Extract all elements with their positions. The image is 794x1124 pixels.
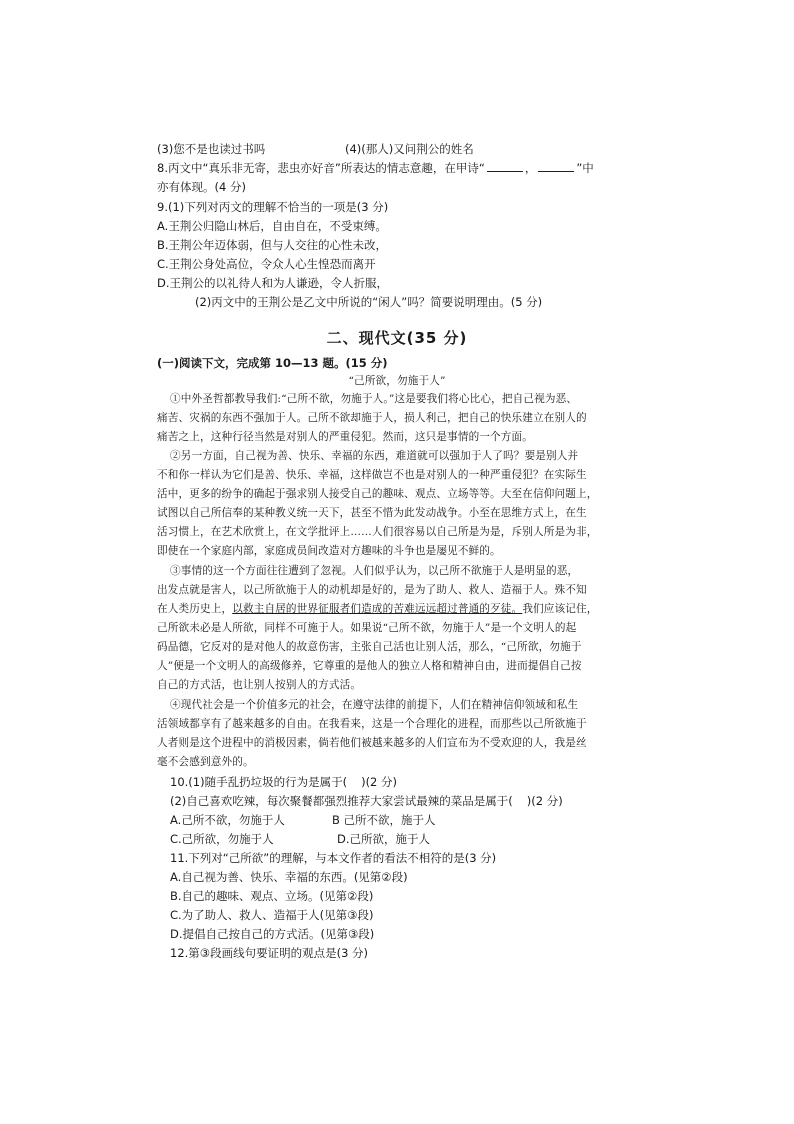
article-text: 我们应该记住， bbox=[522, 603, 598, 615]
article-line: 毫不会感到意外的。 bbox=[157, 756, 254, 768]
question-10-1-score: )(2 分) bbox=[361, 775, 398, 789]
question-9-part-2: (2)丙文中的王荆公是乙文中所说的“闲人”吗？简要说明理由。(5 分) bbox=[195, 295, 543, 309]
question-9-option-c: C.王荆公身处高位，令众人心生惶恐而离开 bbox=[157, 257, 376, 271]
question-9: 9.(1)下列对丙文的理解不恰当的一项是(3 分) bbox=[157, 200, 389, 214]
question-8-cont: 亦有体现。(4 分) bbox=[157, 180, 246, 194]
article-line: 活习惯上，在艺术欣赏上，在文学批评上……人们很容易以自己所是为是，斥别人所是为非， bbox=[157, 526, 598, 538]
article-text: 在人类历史上， bbox=[157, 603, 233, 615]
question-11-option-c: C.为了助人、救人、造福于人(见第③段) bbox=[170, 908, 374, 922]
question-10-option-b: B 己所不欲，施于人 bbox=[332, 813, 436, 827]
blank-2[interactable] bbox=[538, 159, 574, 172]
question-10-2 bbox=[170, 792, 563, 811]
article-line: 试图以自己所信奉的某种教义统一天下，甚至不惜为此发动战争。小至在思维方式上，在生 bbox=[157, 507, 587, 519]
question-9-option-b: B.王荆公年迈体弱，但与人交往的心性未改， bbox=[157, 238, 388, 252]
article-line: 出发点就是害人，以己所欲施于人的动机却是好的，是为了助人、救人、造福于人。殊不知 bbox=[157, 584, 587, 596]
question-12: 12.第③段画线句要证明的观点是(3 分) bbox=[170, 946, 369, 960]
article-line: 码品德，它反对的是对他人的故意伤害，主张自己活也让别人活，那么，“己所欲，勿施于 bbox=[157, 641, 582, 653]
question-10-2-score: )(2 分) bbox=[526, 794, 563, 808]
blank-1[interactable] bbox=[487, 159, 523, 172]
answer-line-3: (3)您不是也读过书吗 bbox=[157, 142, 266, 156]
question-9-option-a: A.王荆公归隐山林后，自由自在，不受束缚。 bbox=[157, 219, 387, 233]
article-line: ④现代社会是一个价值多元的社会，在遵守法律的前提下，人们在精神信仰领域和私生 bbox=[170, 699, 579, 711]
section-title: 二、现代文(35 分) bbox=[326, 329, 468, 347]
question-10-2-text: (2)自己喜欢吃辣，每次聚餐都强烈推荐大家尝试最辣的菜品是属于( bbox=[170, 794, 513, 808]
question-8 bbox=[157, 159, 594, 178]
article-line-underlined bbox=[157, 600, 598, 619]
question-8-text: 8.丙文中“真乐非无寄，悲虫亦好音”所表达的情志意趣，在甲诗“ bbox=[157, 161, 485, 175]
question-8-sep: ， bbox=[524, 161, 537, 175]
article-line: 活领域都享有了越来越多的自由。在我看来，这是一个合理化的进程，而那些以己所欲施于 bbox=[157, 718, 587, 730]
article-line: 不和你一样认为它们是善、快乐、幸福，这样做岂不也是对别人的一种严重侵犯？在实际生 bbox=[157, 469, 587, 481]
question-11-option-d: D.提倡自己按自己的方式活。(见第③段) bbox=[170, 927, 375, 941]
question-10-1-text: 10.(1)随手乱扔垃圾的行为是属于( bbox=[170, 775, 348, 789]
article-line: 活中，更多的纷争的确起于强求别人接受自己的趣味、观点、立场等等。大至在信仰问题上， bbox=[157, 488, 598, 500]
question-10-option-a: A.己所不欲，勿施于人 bbox=[170, 813, 285, 827]
question-10-option-c: C.己所欲，勿施于人 bbox=[170, 832, 274, 846]
article-line: 己所欲未必是人所欲，同样不可施于人。如果说“己所不欲，勿施于人”是一个文明人的起 bbox=[157, 622, 577, 634]
question-11: 11.下列对“己所欲”的理解，与本文作者的看法不相符的是(3 分) bbox=[170, 851, 497, 865]
question-10-1 bbox=[170, 773, 397, 792]
article-line: ②另一方面，自己视为善、快乐、幸福的东西，难道就可以强加于人了吗？要是别人并 bbox=[170, 450, 579, 462]
question-8-end: ”中 bbox=[576, 161, 594, 175]
article-line: ①中外圣哲都教导我们:“己所不欲，勿施于人。”这是要我们将心比心，把自己视为恶、 bbox=[170, 393, 578, 405]
article-line: 自己的方式活，也让别人按别人的方式活。 bbox=[157, 679, 362, 691]
article-line: 人者则是这个进程中的消极因素，倘若他们被越来越多的人们宣布为不受欢迎的人，我是丝 bbox=[157, 737, 587, 749]
article-line: 人”便是一个文明人的高级修养，它尊重的是他人的独立人格和精神自由，进而提倡自己按 bbox=[157, 660, 582, 672]
article-line: ③事情的这一个方面往往遭到了忽视。人们似乎认为，以己所不欲施于人是明显的恶， bbox=[170, 565, 579, 577]
question-11-option-b: B.自己的趣味、观点、立场。(见第②段) bbox=[170, 889, 374, 903]
article-line: 痛苦之上，这种行径当然是对别人的严重侵犯。然而，这只是事情的一个方面。 bbox=[157, 431, 534, 443]
article-line: 痛苦、灾祸的东西不强加于人。己所不欲却施于人，损人利己，把自己的快乐建立在别人的 bbox=[157, 412, 587, 424]
question-11-option-a: A.自己视为善、快乐、幸福的东西。(见第②段) bbox=[170, 870, 408, 884]
article-title: “己所欲，勿施于人” bbox=[348, 375, 446, 387]
question-10-option-d: D.己所欲，施于人 bbox=[337, 832, 431, 846]
question-9-option-d: D.王荆公的以礼待人和为人谦逊，令人折服， bbox=[157, 276, 389, 290]
answer-line-4: (4)(那人)又问荆公的姓名 bbox=[345, 142, 474, 156]
article-line: 即使在一个家庭内部，家庭成员间改造对方趣味的斗争也是屡见不鲜的。 bbox=[157, 545, 501, 557]
section-subtitle: (一)阅读下文，完成第 10—13 题。(15 分) bbox=[157, 356, 388, 370]
underlined-sentence: 以救主自居的世界征服者们造成的苦难远远超过普通的歹徒。 bbox=[232, 603, 523, 615]
